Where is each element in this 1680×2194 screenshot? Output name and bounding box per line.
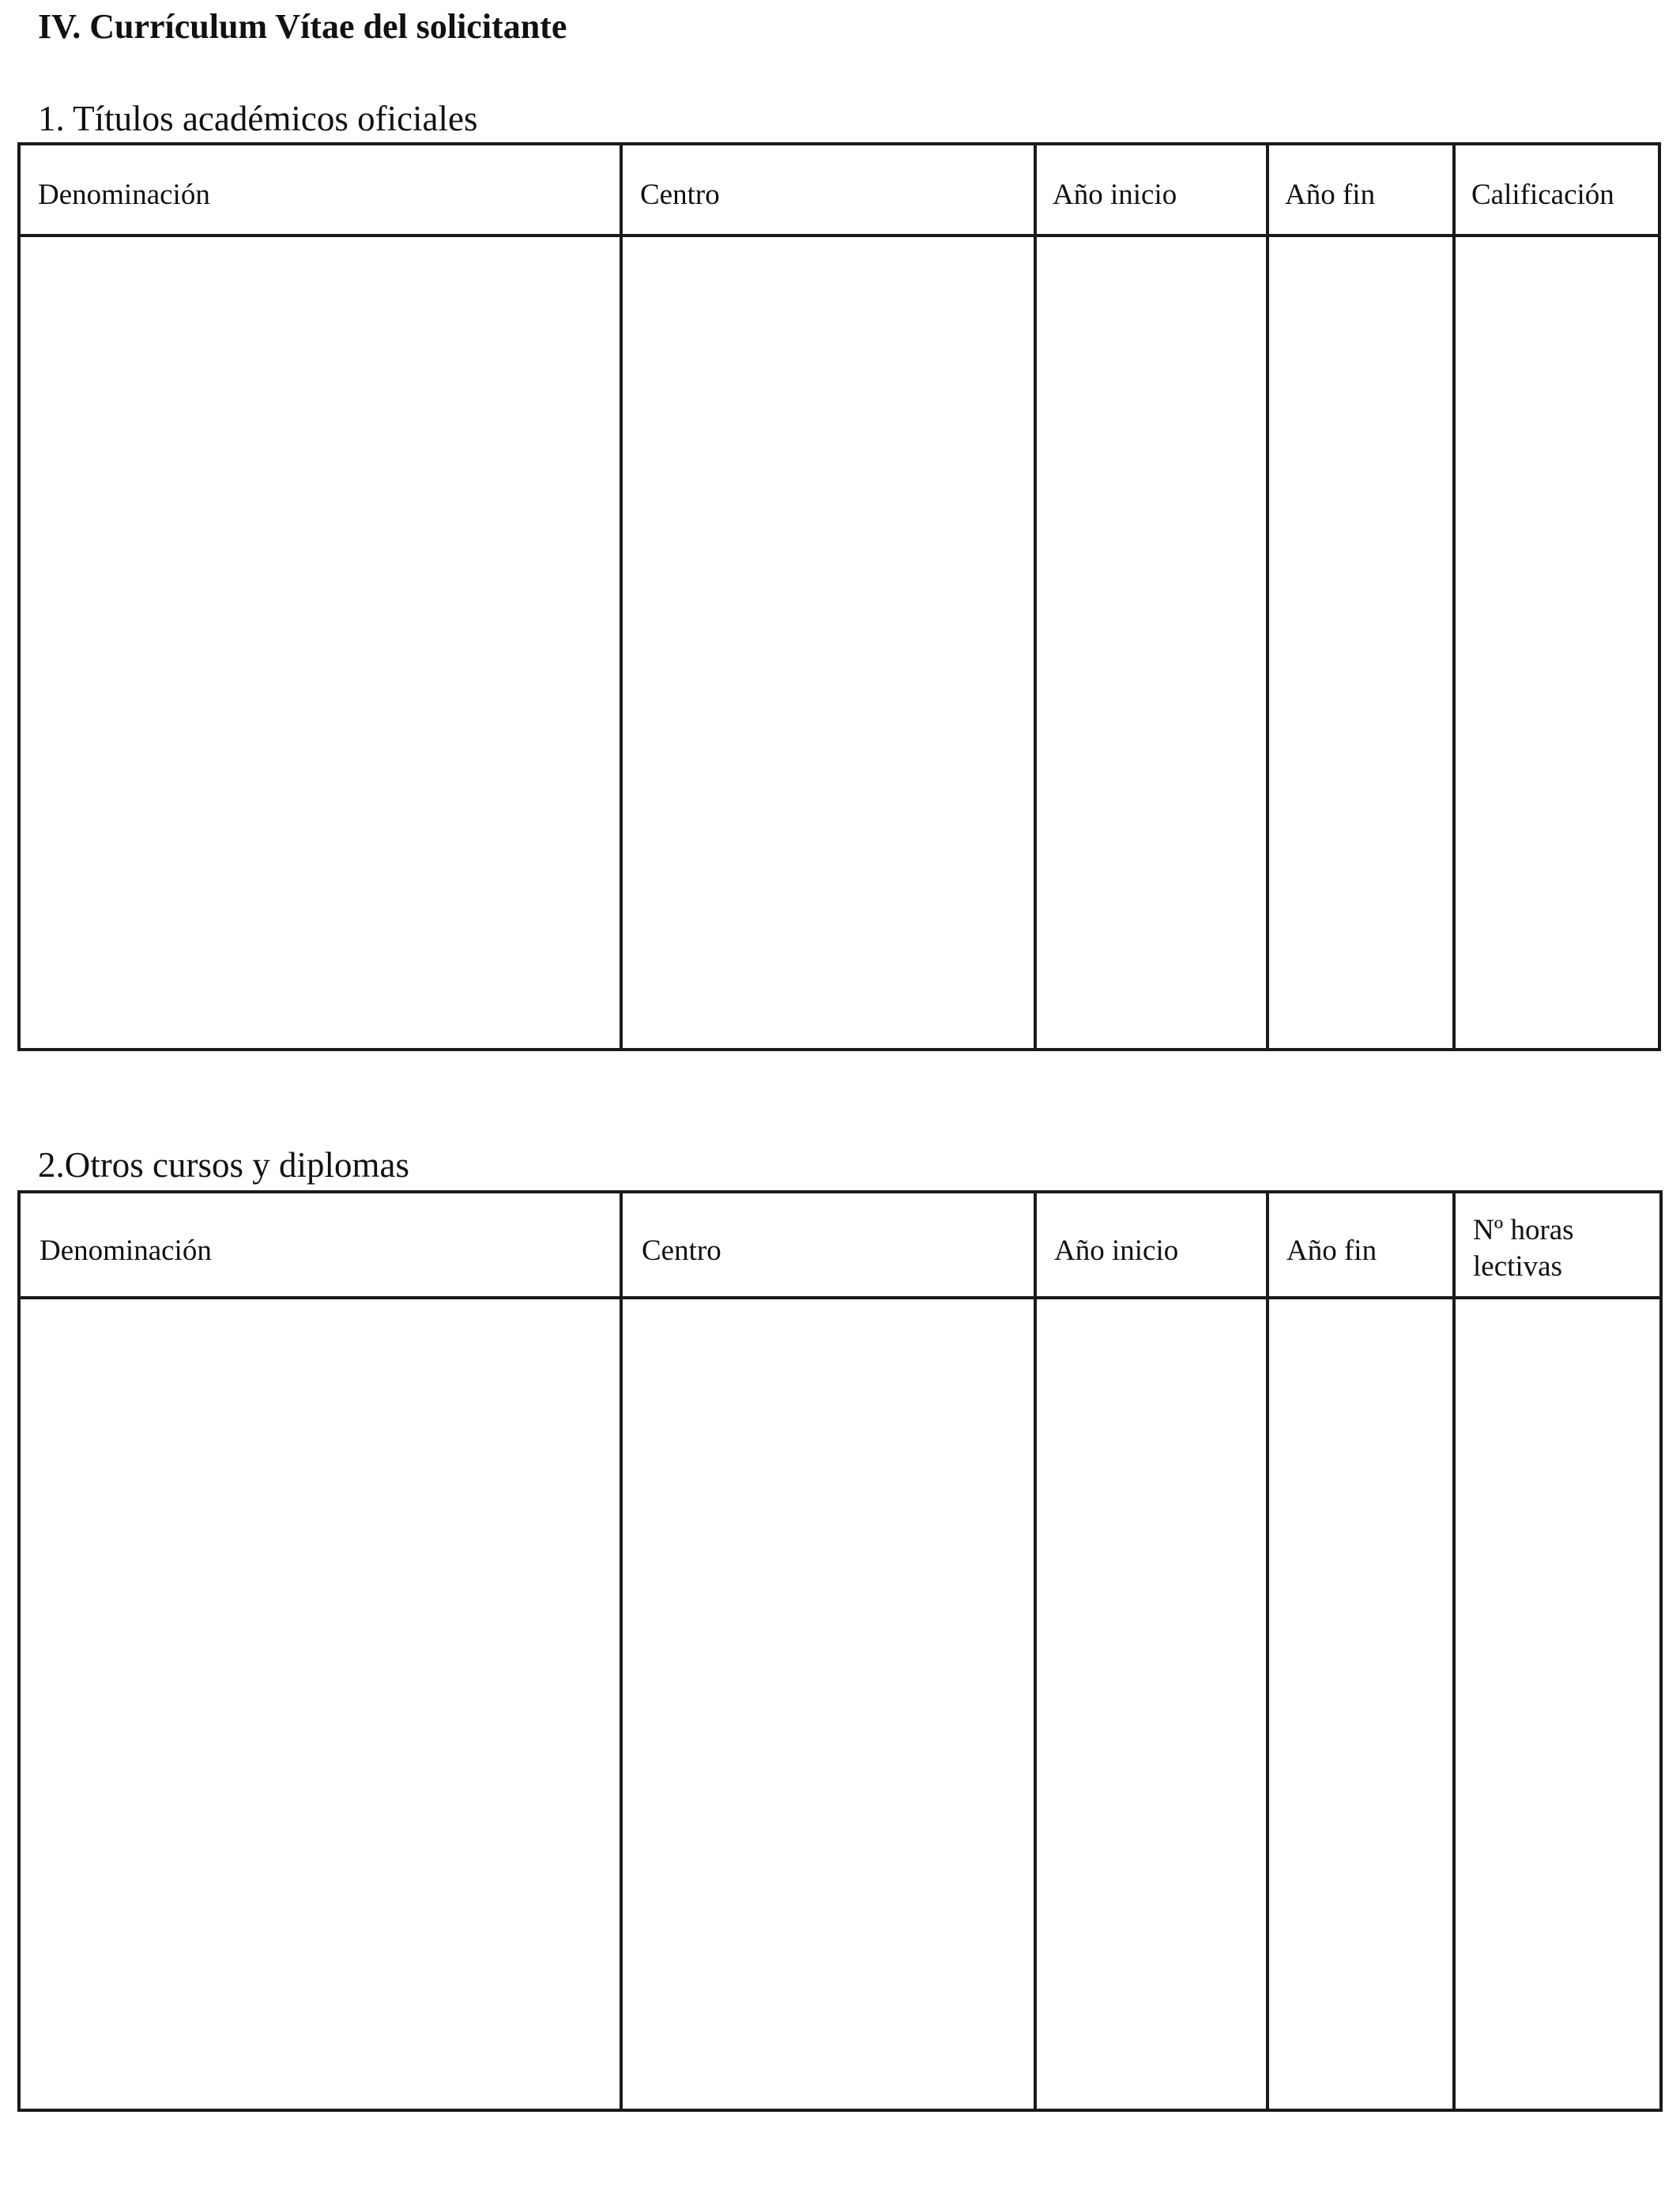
column-header-centro: Centro xyxy=(640,179,720,211)
column-divider xyxy=(1034,145,1037,1048)
column-divider xyxy=(1452,1193,1456,2109)
page-title: IV. Currículum Vítae del solicitante xyxy=(38,7,567,46)
column-divider xyxy=(1452,145,1456,1048)
column-header-ano-fin: Año fin xyxy=(1286,1235,1377,1267)
section-title-titulos: 1. Títulos académicos oficiales xyxy=(38,99,478,138)
column-header-ano-inicio: Año inicio xyxy=(1054,1235,1179,1267)
column-divider xyxy=(620,145,623,1048)
cursos-table xyxy=(17,1190,1663,2112)
column-header-horas-lectivas: Nº horas lectivas xyxy=(1473,1214,1574,1283)
column-divider xyxy=(1266,145,1269,1048)
column-divider xyxy=(620,1193,623,2109)
titulos-table xyxy=(17,142,1661,1051)
table-header-row xyxy=(21,145,1658,237)
column-header-ano-inicio: Año inicio xyxy=(1053,179,1177,211)
column-header-centro: Centro xyxy=(642,1235,721,1267)
column-divider xyxy=(1034,1193,1037,2109)
column-header-ano-fin: Año fin xyxy=(1285,179,1376,211)
column-divider xyxy=(1266,1193,1269,2109)
column-header-calificacion: Calificación xyxy=(1471,179,1614,211)
table-header-row xyxy=(21,1193,1659,1299)
section-title-otros-cursos: 2.Otros cursos y diplomas xyxy=(38,1145,409,1185)
column-header-denominacion: Denominación xyxy=(38,179,210,211)
column-header-denominacion: Denominación xyxy=(40,1235,212,1267)
